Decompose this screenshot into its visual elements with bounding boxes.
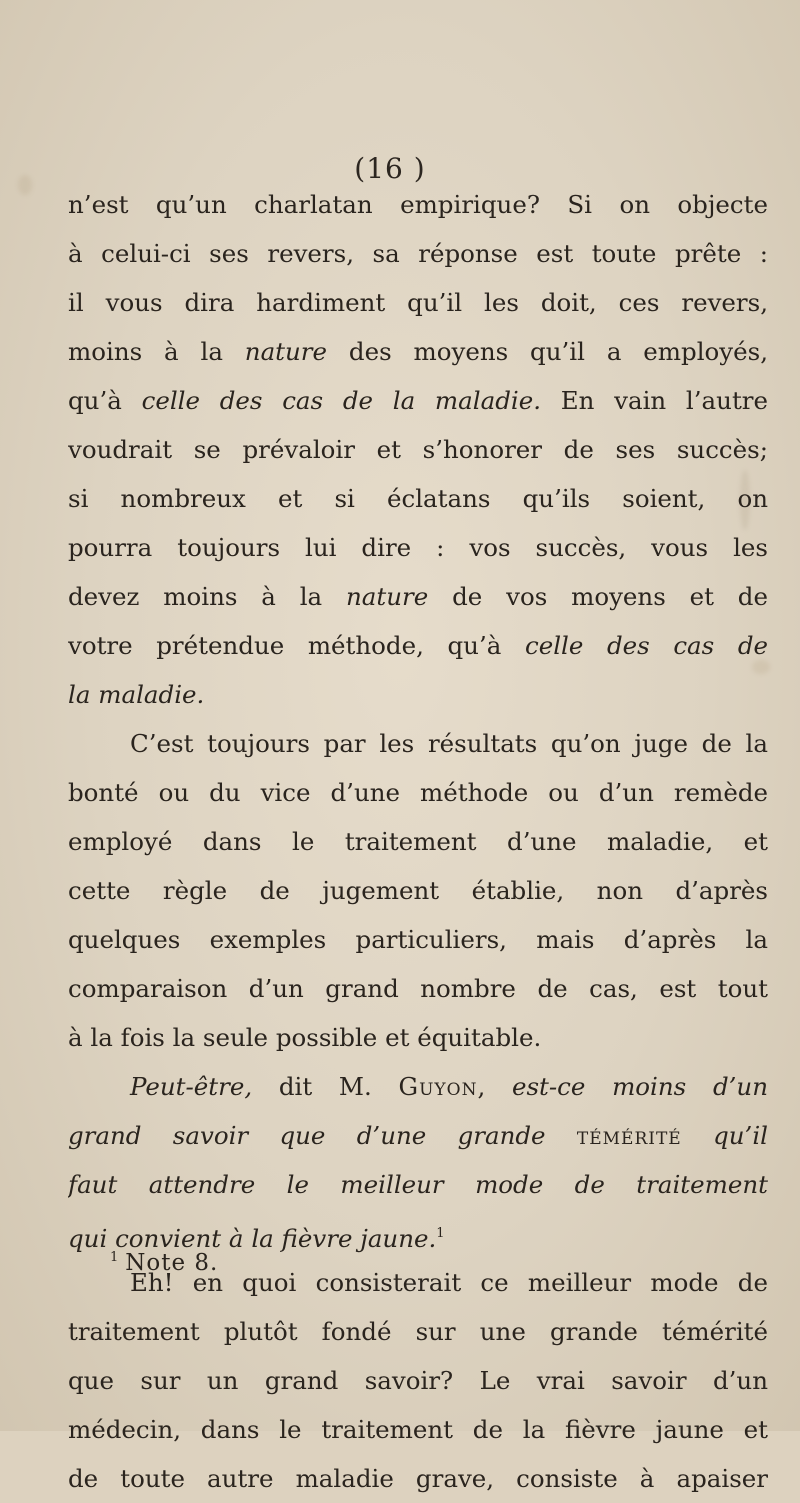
italic-segment: celle des cas de bbox=[524, 631, 768, 660]
text-line: à la fois la seule possible et équitable. bbox=[68, 1023, 542, 1052]
footnote-reference: 1 bbox=[436, 1226, 445, 1241]
text-line: cette règle de jugement établie, non d’après bbox=[68, 876, 768, 905]
body-text bbox=[68, 180, 768, 1503]
italic-segment: qu’il bbox=[681, 1121, 768, 1150]
text-segment: des moyens qu’il a employés, bbox=[327, 337, 768, 366]
text-segment: votre prétendue méthode, qu’à bbox=[68, 631, 525, 660]
text-line bbox=[68, 1062, 768, 1111]
text-line bbox=[68, 1111, 768, 1160]
text-line: la maladie. bbox=[68, 680, 205, 709]
text-line: bonté ou du vice d’une méthode ou d’un remède bbox=[68, 778, 768, 807]
text-line: traitement plutôt fondé sur une grande témérité bbox=[68, 1317, 768, 1346]
text-line: faut attendre le meilleur mode de traitement bbox=[68, 1170, 768, 1199]
text-line: C’est toujours par les résultats qu’on juge de la bbox=[130, 729, 768, 758]
text-line: de toute autre maladie grave, consiste à apaiser bbox=[68, 1464, 768, 1493]
italic-segment: est-ce moins d’un bbox=[511, 1072, 768, 1101]
text-segment: de vos moyens et de bbox=[428, 582, 768, 611]
text-line bbox=[68, 327, 768, 376]
paper-stain bbox=[18, 175, 32, 195]
text-segment: dit M. bbox=[252, 1072, 399, 1101]
text-line: il vous dira hardiment qu’il les doit, ces revers, bbox=[68, 288, 768, 317]
text-line: que sur un grand savoir? Le vrai savoir d’un bbox=[68, 1366, 768, 1395]
italic-segment: celle des cas de la maladie. bbox=[141, 386, 542, 415]
text-line: employé dans le traitement d’une maladie, et bbox=[68, 827, 768, 856]
text-line: médecin, dans le traitement de la fièvre jaune et bbox=[68, 1415, 768, 1444]
footnote-mark: 1 bbox=[110, 1250, 120, 1265]
text-line: voudrait se prévaloir et s’honorer de ses succès; bbox=[68, 435, 768, 464]
footnote-text: Note 8. bbox=[125, 1250, 219, 1276]
footnote bbox=[110, 1250, 218, 1276]
text-line: comparaison d’un grand nombre de cas, est tout bbox=[68, 974, 768, 1003]
italic-segment: nature bbox=[244, 337, 328, 366]
italic-segment: grand savoir que d’une grande bbox=[68, 1121, 577, 1150]
text-line bbox=[68, 621, 768, 670]
text-line: pourra toujours lui dire : vos succès, vous les bbox=[68, 533, 768, 562]
text-segment: qu’à bbox=[68, 386, 142, 415]
text-segment: devez moins à la bbox=[68, 582, 347, 611]
text-line bbox=[68, 572, 768, 621]
text-segment: moins à la bbox=[68, 337, 245, 366]
text-line: quelques exemples particuliers, mais d’après la bbox=[68, 925, 768, 954]
text-segment: En vain l’autre bbox=[541, 386, 768, 415]
smallcaps-segment: témérité bbox=[576, 1121, 682, 1150]
text-line: Eh! en quoi consisterait ce meilleur mode de bbox=[130, 1268, 768, 1297]
text-line: si nombreux et si éclatans qu’ils soient, on bbox=[68, 484, 768, 513]
text-line: n’est qu’un charlatan empirique? Si on objecte bbox=[68, 190, 768, 219]
text-line bbox=[68, 376, 768, 425]
italic-segment: qui convient à la fièvre jaune. bbox=[68, 1224, 437, 1253]
text-segment: , bbox=[477, 1072, 512, 1101]
italic-segment: Peut-être, bbox=[130, 1072, 253, 1101]
text-line: à celui-ci ses revers, sa réponse est toute prête : bbox=[68, 239, 768, 268]
smallcaps-segment: Guyon bbox=[398, 1072, 478, 1101]
page-number: (16 ) bbox=[354, 152, 426, 185]
italic-segment: nature bbox=[346, 582, 429, 611]
